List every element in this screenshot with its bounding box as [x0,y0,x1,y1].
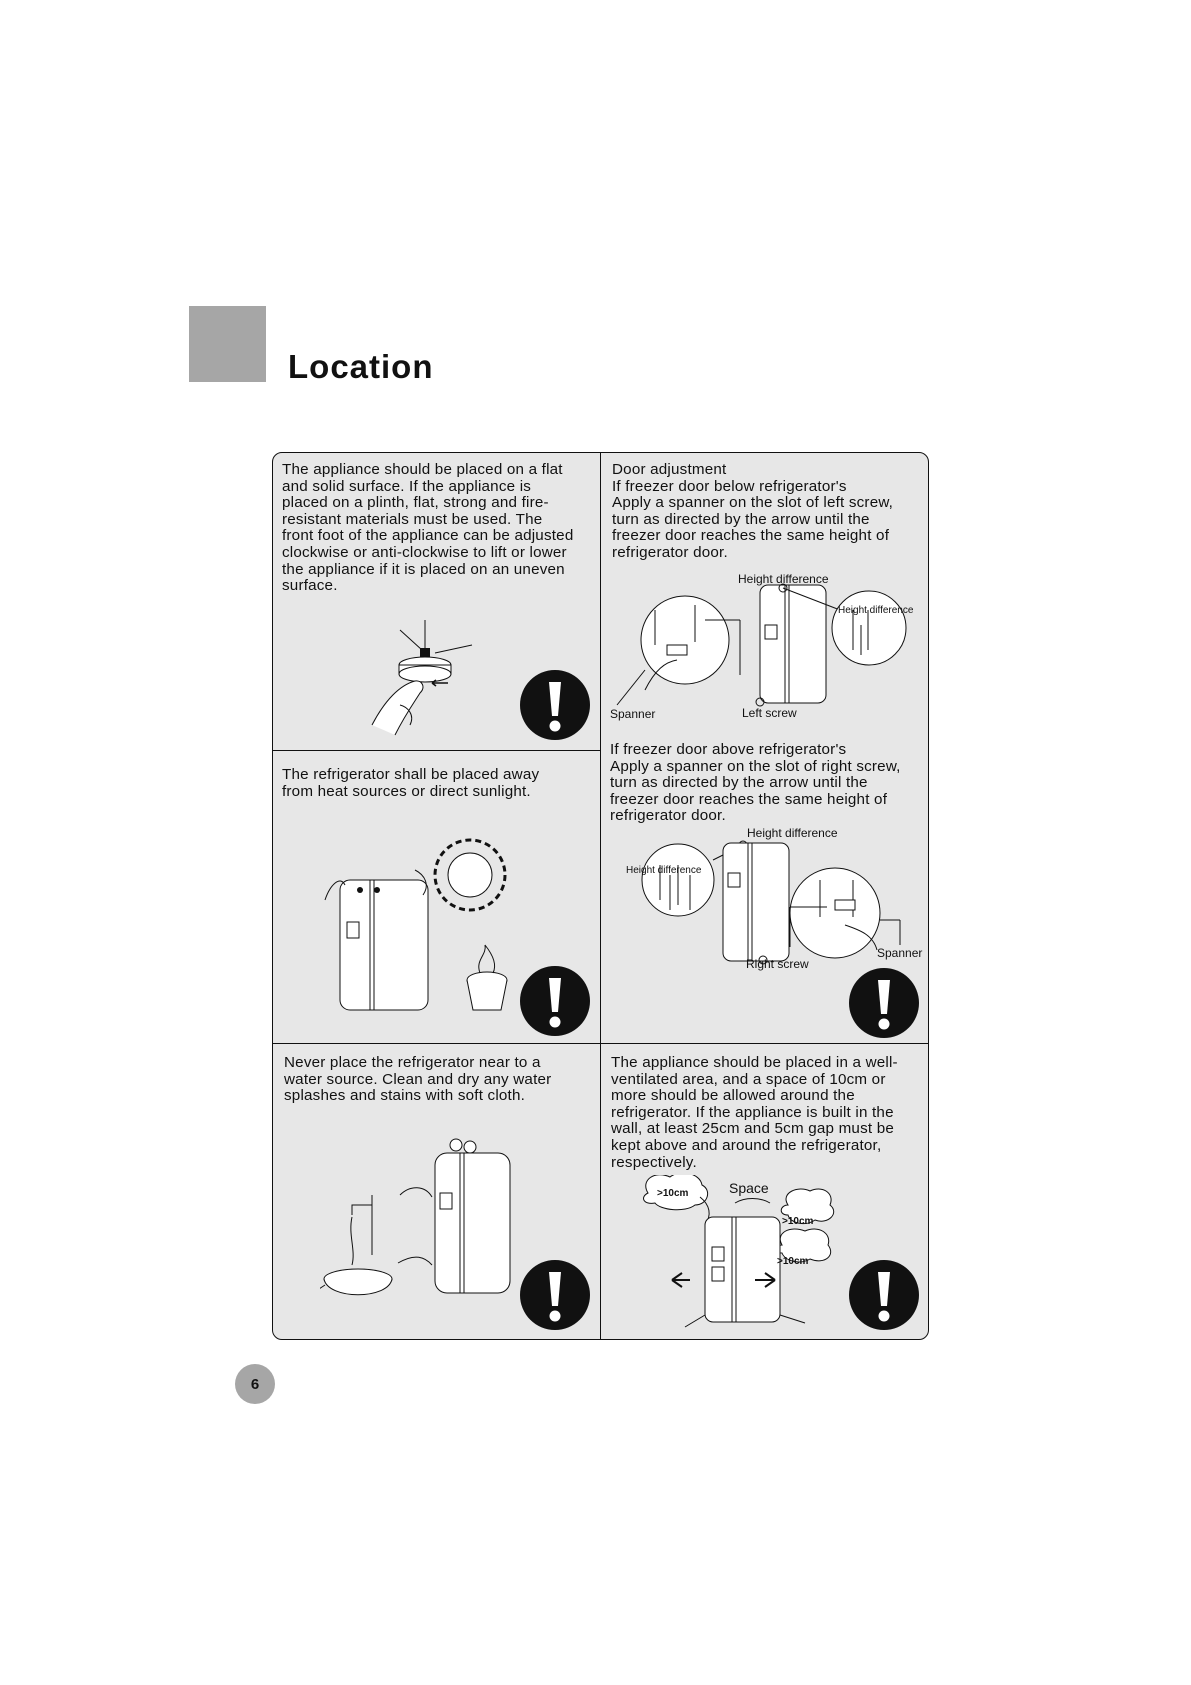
height-difference-label: Height difference [738,572,829,586]
warning-exclamation-icon [849,968,919,1038]
water-source-text: Never place the refrigerator near to a water source. Clean and dry any water splashes and stains with soft cloth. [284,1054,552,1105]
panel-divider-left-1 [272,750,600,751]
flat-surface-text: The appliance should be placed on a flat and solid surface. If the appliance is placed on a plinth, flat, strong and fire- resistant materials must be used. The front foot of the appliance can be adjusted clockwise or anti-clockwise to lift or lower the appliance if it is placed on an uneven surface. [282,461,574,595]
space-label: Space [729,1180,769,1196]
section-marker-square [189,306,266,382]
spanner-label: Spanner [877,946,923,960]
panel-divider-row-2 [272,1043,929,1044]
water-source-illustration [320,1135,520,1310]
warning-exclamation-icon [520,1260,590,1330]
panel-divider-vertical [600,452,601,1340]
ventilation-space-illustration [640,1175,840,1335]
height-difference-label: Height difference [838,605,914,616]
warning-exclamation-icon [520,966,590,1036]
adjustable-foot-illustration [360,615,500,740]
heat-sun-fire-illustration [315,830,525,1030]
door-adjust-above-text: If freezer door above refrigerator's Apply a spanner on the slot of right screw, turn as directed by the arrow until the freezer door reaches the same height of refrigerator door. [610,741,901,825]
gap-right-top-label: >10cm [782,1216,814,1227]
warning-exclamation-icon [849,1260,919,1330]
gap-right-bottom-label: >10cm [777,1256,809,1267]
height-difference-label: Height difference [626,865,702,876]
page-number-badge: 6 [235,1364,275,1404]
height-difference-label: Height difference [747,826,838,840]
door-adjust-below-text: Door adjustment If freezer door below refrigerator's Apply a spanner on the slot of left screw, turn as directed by the arrow until the freezer door reaches the same height of refrigerator door. [612,461,894,561]
page-title: Location [288,348,434,385]
heat-sources-text: The refrigerator shall be placed away from heat sources or direct sunlight. [282,766,540,800]
warning-exclamation-icon [520,670,590,740]
left-screw-label: Left screw [742,706,797,720]
ventilation-text: The appliance should be placed in a well- ventilated area, and a space of 10cm or more should be allowed around the refrigerator. If the appliance is built in the wall, at least 25cm and 5cm gap must be kept above and around the refrigerator, respectively. [611,1054,898,1171]
spanner-label: Spanner [610,707,656,721]
right-screw-label: Right screw [746,957,809,971]
gap-left-label: >10cm [657,1188,689,1199]
